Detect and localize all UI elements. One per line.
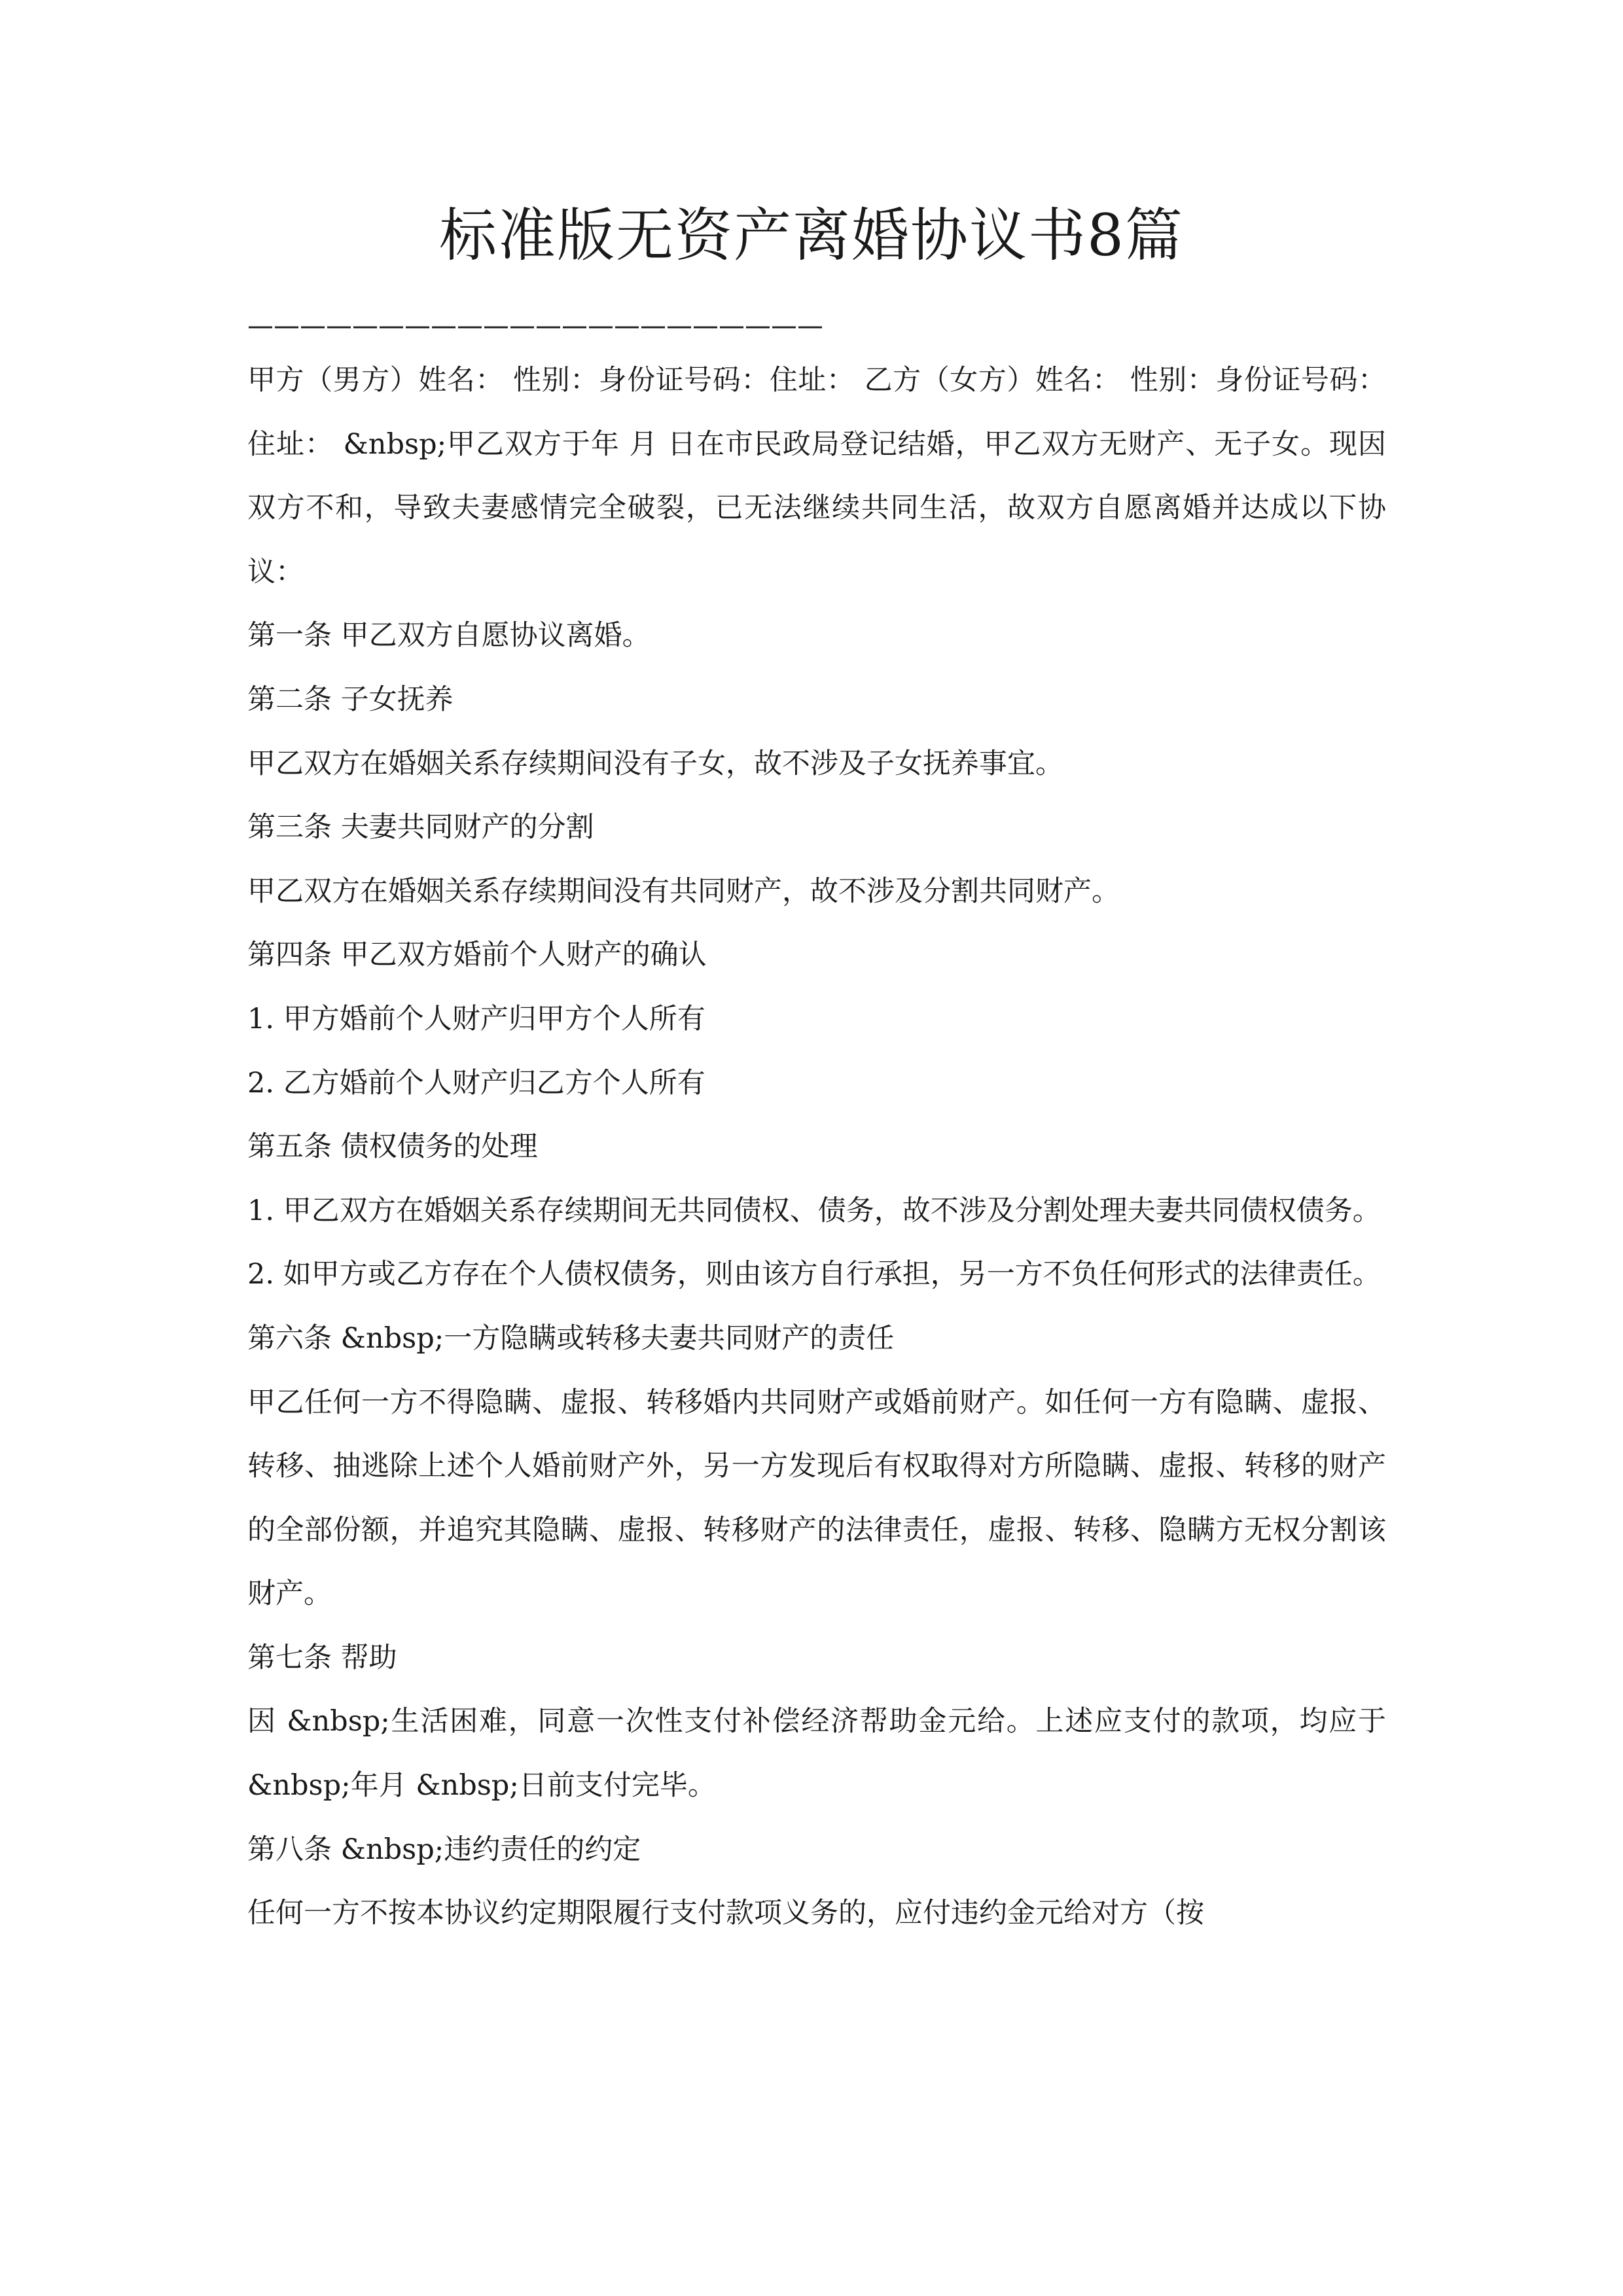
article-8-heading: 第八条 &nbsp;违约责任的约定 (247, 1833, 641, 1866)
document-title: 标准版无资产离婚协议书8篇 (439, 202, 1184, 269)
article-8-text: 任何一方不按本协议约定期限履行支付款项义务的，应付违约金元给对方（按 (247, 1897, 1204, 1930)
article-4-item-2: 2. 乙方婚前个人财产归乙方个人所有 (247, 1066, 705, 1100)
article-2-text: 甲乙双方在婚姻关系存续期间没有子女，故不涉及子女抚养事宜。 (247, 747, 1063, 780)
title-divider: —————————————————————— (247, 311, 823, 341)
article-7-heading: 第七条 帮助 (247, 1641, 397, 1674)
article-3-heading: 第三条 夫妻共同财产的分割 (247, 811, 594, 844)
article-5-item-2: 2. 如甲方或乙方存在个人债权债务，则由该方自行承担，另一方不负任何形式的法律责任。 (247, 1258, 1381, 1291)
article-6-heading: 第六条 &nbsp;一方隐瞒或转移夫妻共同财产的责任 (247, 1321, 895, 1355)
article-5-heading: 第五条 债权债务的处理 (247, 1130, 538, 1164)
article-1-heading: 第一条 甲乙双方自愿协议离婚。 (247, 619, 651, 653)
article-4-heading: 第四条 甲乙双方婚前个人财产的确认 (247, 939, 707, 972)
article-5-item-1: 1. 甲乙双方在婚姻关系存续期间无共同债权、债务，故不涉及分割处理夫妻共同债权债务。 (247, 1194, 1381, 1227)
document-body (247, 349, 1386, 1946)
article-3-text: 甲乙双方在婚姻关系存续期间没有共同财产，故不涉及分割共同财产。 (247, 874, 1120, 908)
article-6-text: 甲乙任何一方不得隐瞒、虚报、转移婚内共同财产或婚前财产。如任何一方有隐瞒、虚报、转移、抽逃除上述个人婚前财产外，另一方发现后有权取得对方所隐瞒、虚报、转移的财产的全部份额，并追究其隐瞒、虚报、转移财产的法律责任，虚报、转移、隐瞒方无权分割该财产。 (247, 1386, 1386, 1611)
intro-paragraph: 甲方（男方）姓名： 性别：身份证号码：住址： 乙方（女方）姓名： 性别：身份证号码：住址： &nbsp;甲乙双方于年 月 日在市民政局登记结婚，甲乙双方无财产、无子女。现因双方不和，导致夫妻感情完全破裂，已无法继续共同生活，故双方自愿离婚并达成以下协议： (247, 364, 1386, 588)
article-4-item-1: 1. 甲方婚前个人财产归甲方个人所有 (247, 1002, 705, 1035)
article-2-heading: 第二条 子女抚养 (247, 683, 454, 716)
article-7-text: 因 &nbsp;生活困难，同意一次性支付补偿经济帮助金元给。上述应支付的款项，均应于 &nbsp;年月 &nbsp;日前支付完毕。 (247, 1705, 1386, 1803)
